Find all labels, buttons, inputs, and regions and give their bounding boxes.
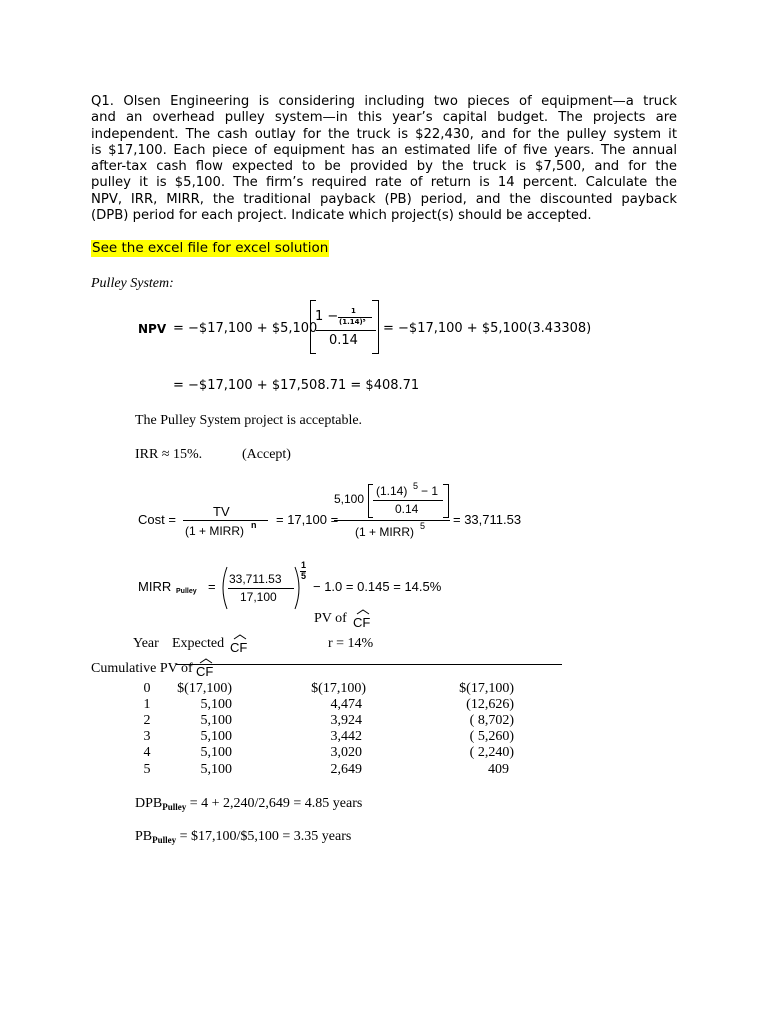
- npv-one-minus: 1 −: [315, 309, 339, 324]
- cost-right-bracket-bottom: [443, 517, 448, 518]
- question-line: after-tax cash flow expected to be provided by the truck is $7,500, and for the: [91, 159, 677, 175]
- cost-left-bracket: [368, 484, 369, 518]
- cell-year: 4: [143, 745, 151, 760]
- npv-frac-den: (1.14)⁵: [339, 318, 366, 326]
- cost-left-bracket-top: [368, 484, 373, 485]
- mirr-left-paren: [218, 566, 228, 610]
- cell-pv: $(17,100): [311, 681, 366, 696]
- cost-tv: TV: [213, 504, 230, 519]
- irr-accept: (Accept): [242, 447, 291, 462]
- cell-cf: 5,100: [200, 745, 232, 760]
- cell-cum: 409: [488, 762, 509, 777]
- cost-right-bracket-top: [443, 484, 448, 485]
- table-header-rule: [176, 664, 562, 665]
- dpb-sub: Pulley: [162, 802, 187, 812]
- cost-den2: (1 + MIRR): [355, 525, 415, 539]
- irr-text: IRR ≈ 15%.: [135, 447, 203, 462]
- mirr-eq: =: [208, 579, 216, 594]
- mirr-num: 33,711.53: [229, 572, 282, 586]
- cf-hat: [196, 664, 213, 679]
- cell-year: 1: [143, 697, 151, 712]
- cell-year: 3: [143, 729, 151, 744]
- cost-num-top-tail: − 1: [421, 484, 439, 498]
- cost-num-bottom: 0.14: [395, 502, 419, 516]
- cell-cf: 5,100: [200, 729, 232, 744]
- mirr-frac-bar: [228, 588, 294, 589]
- cell-pv: 3,924: [330, 713, 362, 728]
- pb-text: = $17,100/$5,100 = 3.35 years: [179, 829, 352, 844]
- left-bracket: [310, 300, 311, 354]
- cost-result: = 33,711.53: [453, 512, 522, 527]
- section-title: Pulley System:: [91, 276, 174, 291]
- cf-hat: [230, 640, 247, 655]
- left-bracket-bottom: [310, 353, 316, 354]
- cost-num-top-exp: 5: [413, 481, 419, 491]
- cf-hat: [353, 615, 370, 630]
- cell-cf: 5,100: [200, 762, 232, 777]
- cf-text: CF: [353, 615, 371, 630]
- npv-line2: = −$17,100 + $17,508.71 = $408.71: [173, 378, 420, 393]
- right-bracket-top: [372, 300, 378, 301]
- cell-pv: 4,474: [330, 697, 362, 712]
- cost-right-bracket: [448, 484, 449, 518]
- cell-cum: $(17,100): [459, 681, 514, 696]
- cell-pv: 2,649: [330, 762, 362, 777]
- cost-coef: 5,100: [334, 492, 365, 506]
- right-bracket-bottom: [372, 353, 378, 354]
- right-bracket: [378, 300, 379, 354]
- question-line: (DPB) period for each project. Indicate which project(s) should be accepted.: [91, 208, 592, 224]
- dpb-label: DPB: [135, 796, 163, 811]
- hat-icon: [199, 658, 213, 664]
- cost-den1-exp: n: [251, 520, 257, 530]
- question-line: independent. The cash outlay for the truck is $22,430, and for the pulley system it: [91, 126, 677, 142]
- question-line: pulley it is $5,100. The firm’s required rate of return is 14 percent. Calculate the: [91, 175, 677, 191]
- mirr-sub: Pulley: [176, 588, 197, 595]
- mirr-den: 17,100: [240, 590, 277, 604]
- cost-left-bracket-bottom: [368, 517, 373, 518]
- hat-icon: [356, 609, 370, 615]
- cell-cum: ( 5,260): [469, 729, 514, 744]
- cost-num-top: (1.14): [376, 484, 408, 498]
- question-text: [91, 94, 677, 224]
- excel-note-highlight: See the excel file for excel solution: [92, 240, 329, 256]
- mirr-rhs: − 1.0 = 0.145 = 14.5%: [313, 579, 442, 594]
- cf-text: CF: [196, 664, 214, 679]
- cell-pv: 3,020: [330, 745, 362, 760]
- question-line: Q1. Olsen Engineering is considering including two pieces of equipment—a truck: [91, 94, 677, 109]
- mirr-label: MIRR: [138, 579, 172, 594]
- cell-cf: 5,100: [200, 713, 232, 728]
- pb-label: PB: [135, 829, 153, 844]
- rate-label: r = 14%: [328, 636, 374, 651]
- npv-rhs: = −$17,100 + $5,100(3.43308): [383, 321, 592, 336]
- cell-cum: ( 8,702): [469, 713, 514, 728]
- cell-year: 5: [143, 762, 151, 777]
- dpb-text: = 4 + 2,240/2,649 = 4.85 years: [189, 796, 363, 811]
- cell-year: 0: [143, 681, 151, 696]
- cost-inner-bar: [373, 500, 443, 501]
- mirr-exp-num: 1: [301, 560, 307, 570]
- cell-cum: ( 2,240): [469, 745, 514, 760]
- question-line: NPV, IRR, MIRR, the traditional payback (PB) period, and the discounted payback: [91, 191, 677, 207]
- cell-cf: 5,100: [200, 697, 232, 712]
- hat-icon: [233, 634, 247, 640]
- npv-frac-num: 1: [351, 307, 356, 315]
- question-line: is $17,100. Each piece of equipment has an estimated life of five years. The annual: [91, 142, 677, 158]
- question-line: and an overhead pulley system—in this year’s capital budget. The projects are: [91, 110, 677, 126]
- cost-frac-bar-2: [334, 520, 450, 521]
- mirr-exp-den: 5: [301, 571, 307, 581]
- dpb-line: [135, 796, 362, 812]
- cell-pv: 3,442: [330, 729, 362, 744]
- cell-cum: (12,626): [466, 697, 514, 712]
- cf-text: CF: [230, 640, 248, 655]
- cost-label: Cost =: [138, 512, 176, 527]
- cost-mid: = 17,100 =: [276, 512, 339, 527]
- npv-lhs: = −$17,100 + $5,100: [173, 321, 318, 336]
- cell-year: 2: [143, 713, 151, 728]
- pb-sub: Pulley: [152, 835, 177, 845]
- cost-den2-exp: 5: [420, 521, 426, 531]
- left-bracket-top: [310, 300, 316, 301]
- acceptable-text: The Pulley System project is acceptable.: [135, 413, 363, 428]
- cost-den1: (1 + MIRR): [185, 524, 245, 538]
- pv-of-label: PV of: [314, 611, 347, 626]
- npv-rate: 0.14: [329, 333, 358, 348]
- cell-cf: $(17,100): [177, 681, 232, 696]
- npv-label: NPV: [138, 322, 167, 336]
- npv-main-bar: [316, 330, 376, 331]
- expected-label: Expected: [172, 636, 225, 651]
- pb-line: [135, 829, 351, 845]
- cumulative-label: Cumulative PV of: [91, 661, 193, 676]
- year-label: Year: [133, 636, 159, 651]
